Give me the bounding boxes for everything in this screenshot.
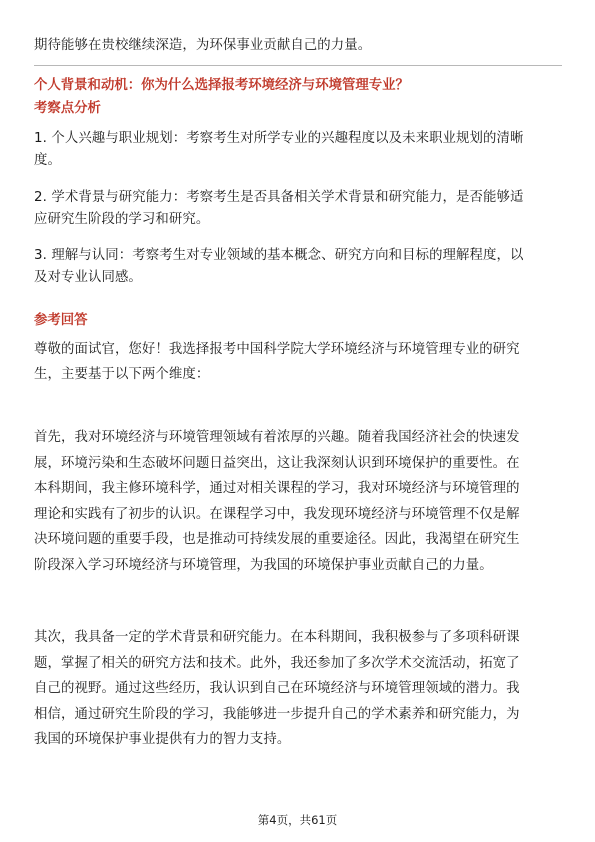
analysis-label: 考察点分析 [34, 101, 101, 116]
answer-line: 展，环境污染和生态破坏问题日益突出，这让我深刻认识到环境保护的重要性。在 [34, 455, 520, 471]
question-title: 个人背景和动机：你为什么选择报考环境经济与环境管理专业？ [34, 78, 409, 93]
page-footer: 第4页，共61页 [257, 813, 338, 827]
analysis-point-line: 2. 学术背景与研究能力：考察考生是否具备相关学术背景和研究能力，是否能够适 [34, 190, 524, 205]
answer-line: 生，主要基于以下两个维度： [34, 367, 210, 382]
answer-label: 参考回答 [34, 313, 88, 328]
answer-line: 决环境问题的重要手段，也是推动可持续发展的重要途径。因此，我渴望在研究生 [34, 532, 520, 548]
answer-line: 尊敬的面试官，您好！我选择报考中国科学院大学环境经济与环境管理专业的研究 [34, 342, 520, 357]
analysis-point-line: 度。 [34, 153, 61, 168]
analysis-point [34, 128, 562, 172]
analysis-point-line: 3. 理解与认同：考察考生对专业领域的基本概念、研究方向和目标的理解程度，以 [34, 248, 524, 263]
answer-paragraph-1 [34, 425, 562, 579]
section-divider [34, 65, 562, 66]
answer-line: 题，掌握了相关的研究方法和技术。此外，我还参加了多次学术交流活动，拓宽了 [34, 655, 520, 671]
analysis-point-line: 1. 个人兴趣与职业规划：考察考生对所学专业的兴趣程度以及未来职业规划的清晰 [34, 131, 524, 146]
answer-line: 首先，我对环境经济与环境管理领域有着浓厚的兴趣。随着我国经济社会的快速发 [34, 430, 520, 445]
answer-line: 自己的视野。通过这些经历，我认识到自己在环境经济与环境管理领域的潜力。我 [34, 681, 520, 697]
answer-line: 其次，我具备一定的学术背景和研究能力。在本科期间，我积极参与了多项科研课 [34, 630, 520, 645]
answer-line: 相信，通过研究生阶段的学习，我能够进一步提升自己的学术素养和研究能力，为 [34, 706, 520, 722]
answer-greeting [34, 337, 562, 387]
answer-line: 我国的环境保护事业提供有力的智力支持。 [34, 732, 291, 748]
analysis-point [34, 245, 562, 289]
answer-line: 阶段深入学习环境经济与环境管理，为我国的环境保护事业贡献自己的力量。 [34, 557, 493, 573]
answer-line: 理论和实践有了初步的认识。在课程学习中，我发现环境经济与环境管理不仅是解 [34, 506, 520, 522]
intro-closing-sentence: 期待能够在贵校继续深造，为环保事业贡献自己的力量。 [34, 38, 372, 53]
answer-paragraph-2 [34, 625, 562, 753]
analysis-point-line: 应研究生阶段的学习和研究。 [34, 212, 210, 227]
analysis-point-line: 及对专业认同感。 [34, 270, 142, 285]
analysis-point [34, 187, 562, 231]
answer-line: 本科期间，我主修环境科学，通过对相关课程的学习，我对环境经济与环境管理的 [34, 481, 520, 497]
